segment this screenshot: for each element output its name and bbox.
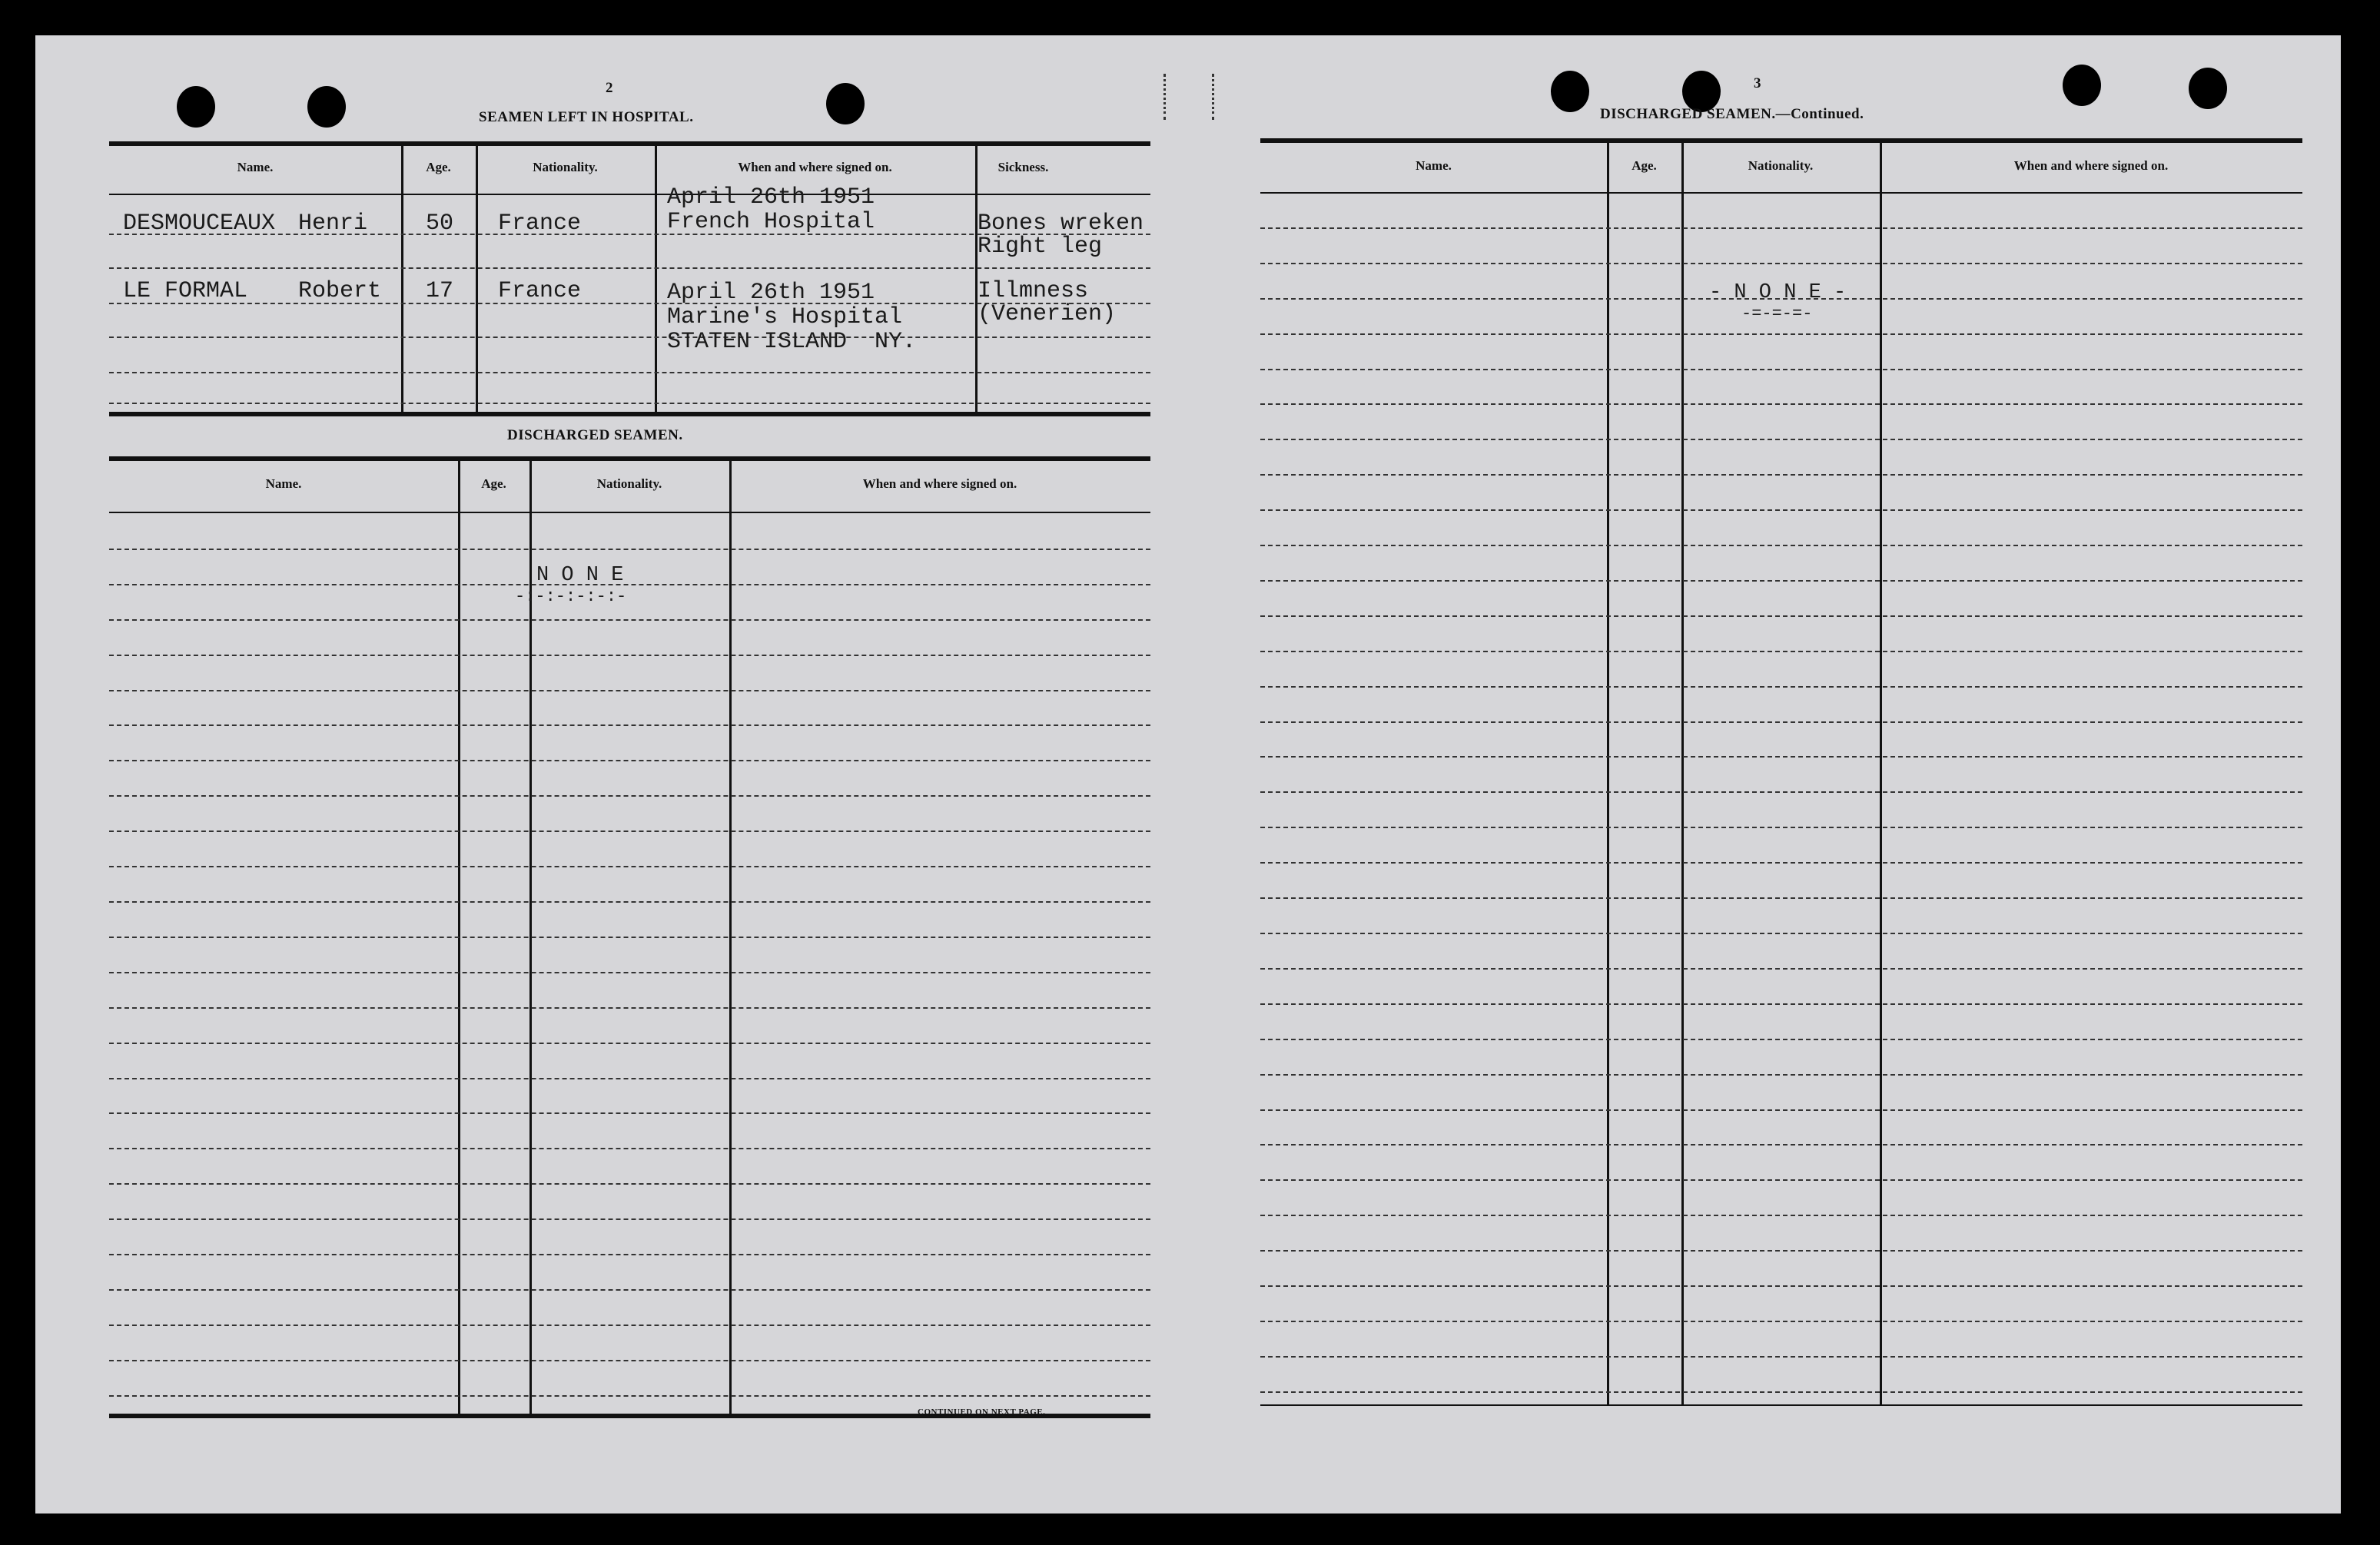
row-line — [1260, 1074, 2302, 1076]
row-line — [1260, 1144, 2302, 1145]
row-line — [109, 1254, 1150, 1255]
row-line — [1260, 474, 2302, 476]
row-line — [109, 1148, 1150, 1149]
row-line — [1260, 756, 2302, 758]
row-line — [1260, 403, 2302, 405]
row-line — [109, 831, 1150, 832]
row-line — [1260, 1391, 2302, 1393]
row-line — [109, 795, 1150, 797]
sickness-line-2: Right leg — [978, 234, 1103, 260]
punch-hole — [826, 83, 865, 124]
row-line — [1260, 1285, 2302, 1287]
header-age: Age. — [426, 160, 451, 174]
row-line — [1260, 263, 2302, 264]
page-number: 3 — [1754, 75, 1761, 91]
row-line — [1260, 333, 2302, 335]
row-line — [1260, 1003, 2302, 1005]
row-line — [1260, 1356, 2302, 1358]
row-line — [109, 619, 1150, 621]
punch-hole — [307, 86, 346, 128]
signed-on-location: STATEN ISLAND NY. — [667, 329, 917, 355]
sickness-line-1: Bones wreken — [978, 211, 1144, 237]
seaman-age: 50 — [426, 211, 454, 237]
seaman-nationality: France — [498, 278, 582, 304]
row-line — [1260, 968, 2302, 970]
seaman-last-name: DESMOUCEAUX — [123, 211, 276, 237]
row-line — [109, 1112, 1150, 1114]
header-rule — [109, 512, 1150, 513]
row-line — [109, 901, 1150, 903]
binding-mark — [1163, 74, 1214, 120]
seaman-first-name: Henri — [298, 211, 368, 237]
seaman-age: 17 — [426, 278, 454, 304]
row-line — [109, 1289, 1150, 1291]
signed-on-date: April 26th 1951 — [667, 280, 875, 306]
header-when-where: When and where signed on. — [738, 160, 892, 174]
table-bottom-rule — [109, 412, 1150, 416]
row-line — [109, 1360, 1150, 1361]
row-line — [109, 972, 1150, 973]
row-line — [1260, 721, 2302, 723]
row-line — [109, 1043, 1150, 1044]
row-line — [1260, 1039, 2302, 1040]
table-top-rule — [109, 141, 1150, 146]
sickness-line-1: Illmness — [978, 278, 1089, 304]
row-line — [1260, 439, 2302, 440]
header-nationality: Nationality. — [533, 160, 598, 174]
header-age: Age. — [1631, 158, 1657, 173]
row-line — [1260, 615, 2302, 617]
hospital-section-title: SEAMEN LEFT IN HOSPITAL. — [479, 109, 694, 125]
row-line — [1260, 827, 2302, 828]
document-sheet — [35, 35, 2341, 1514]
discharged-continued-title: DISCHARGED SEAMEN.—Continued. — [1600, 106, 1864, 122]
row-line — [109, 724, 1150, 726]
row-line — [1260, 1109, 2302, 1111]
header-age: Age. — [481, 476, 506, 491]
header-name: Name. — [265, 476, 302, 491]
seaman-last-name: LE FORMAL — [123, 278, 248, 304]
row-line — [1260, 509, 2302, 511]
row-line — [109, 866, 1150, 867]
header-sickness: Sickness. — [997, 160, 1049, 174]
row-line — [109, 1078, 1150, 1079]
row-line — [1260, 1179, 2302, 1181]
row-line — [109, 1183, 1150, 1185]
row-line — [109, 655, 1150, 656]
row-line — [109, 1218, 1150, 1220]
row-line — [1260, 369, 2302, 370]
row-line — [1260, 545, 2302, 546]
header-nationality: Nationality. — [596, 476, 662, 491]
row-line — [109, 760, 1150, 761]
punch-hole — [2189, 68, 2227, 109]
table-top-rule — [109, 456, 1150, 461]
row-line — [1260, 862, 2302, 864]
row-line — [109, 1395, 1150, 1397]
row-line — [1260, 791, 2302, 793]
header-rule — [1260, 192, 2302, 194]
punch-hole — [177, 86, 215, 128]
row-line — [109, 584, 1150, 585]
row-line — [1260, 1250, 2302, 1252]
row-line — [109, 549, 1150, 550]
signed-on-place: Marine's Hospital — [667, 304, 903, 330]
row-line — [1260, 897, 2302, 899]
row-line — [109, 1325, 1150, 1326]
row-line — [109, 937, 1150, 938]
row-line — [109, 690, 1150, 691]
row-line — [1260, 227, 2302, 229]
signed-on-date: April 26th 1951 — [667, 184, 875, 211]
row-line — [1260, 686, 2302, 688]
table-top-rule — [1260, 138, 2302, 143]
seaman-nationality: France — [498, 211, 582, 237]
header-name: Name. — [237, 160, 274, 174]
punch-hole — [2063, 65, 2101, 106]
row-line — [1260, 933, 2302, 934]
sickness-line-2: (Venerien) — [978, 301, 1117, 327]
none-underline: -:-:-:-:-:- — [515, 587, 627, 606]
signed-on-place: French Hospital — [667, 209, 875, 235]
header-rule — [109, 194, 1150, 195]
continued-footer: CONTINUED ON NEXT PAGE. — [918, 1407, 1046, 1417]
row-line — [109, 372, 1150, 373]
row-line — [1260, 580, 2302, 582]
seaman-first-name: Robert — [298, 278, 382, 304]
table-bottom-rule — [1260, 1404, 2302, 1406]
row-line — [109, 1007, 1150, 1009]
page-number: 2 — [606, 80, 613, 96]
discharged-section-title: DISCHARGED SEAMEN. — [507, 427, 683, 443]
none-entry: - N O N E - — [1709, 281, 1847, 304]
header-when-where: When and where signed on. — [2013, 158, 2169, 173]
row-line — [109, 403, 1150, 404]
header-nationality: Nationality. — [1748, 158, 1814, 173]
none-entry: N O N E — [536, 564, 624, 587]
row-line — [109, 267, 1150, 269]
row-line — [1260, 1321, 2302, 1322]
none-underline: -=-=-=- — [1741, 304, 1813, 323]
row-line — [1260, 651, 2302, 652]
punch-hole — [1551, 71, 1589, 112]
row-line — [109, 337, 1150, 338]
header-when-where: When and where signed on. — [862, 476, 1017, 491]
row-line — [1260, 1215, 2302, 1216]
header-name: Name. — [1416, 158, 1452, 173]
